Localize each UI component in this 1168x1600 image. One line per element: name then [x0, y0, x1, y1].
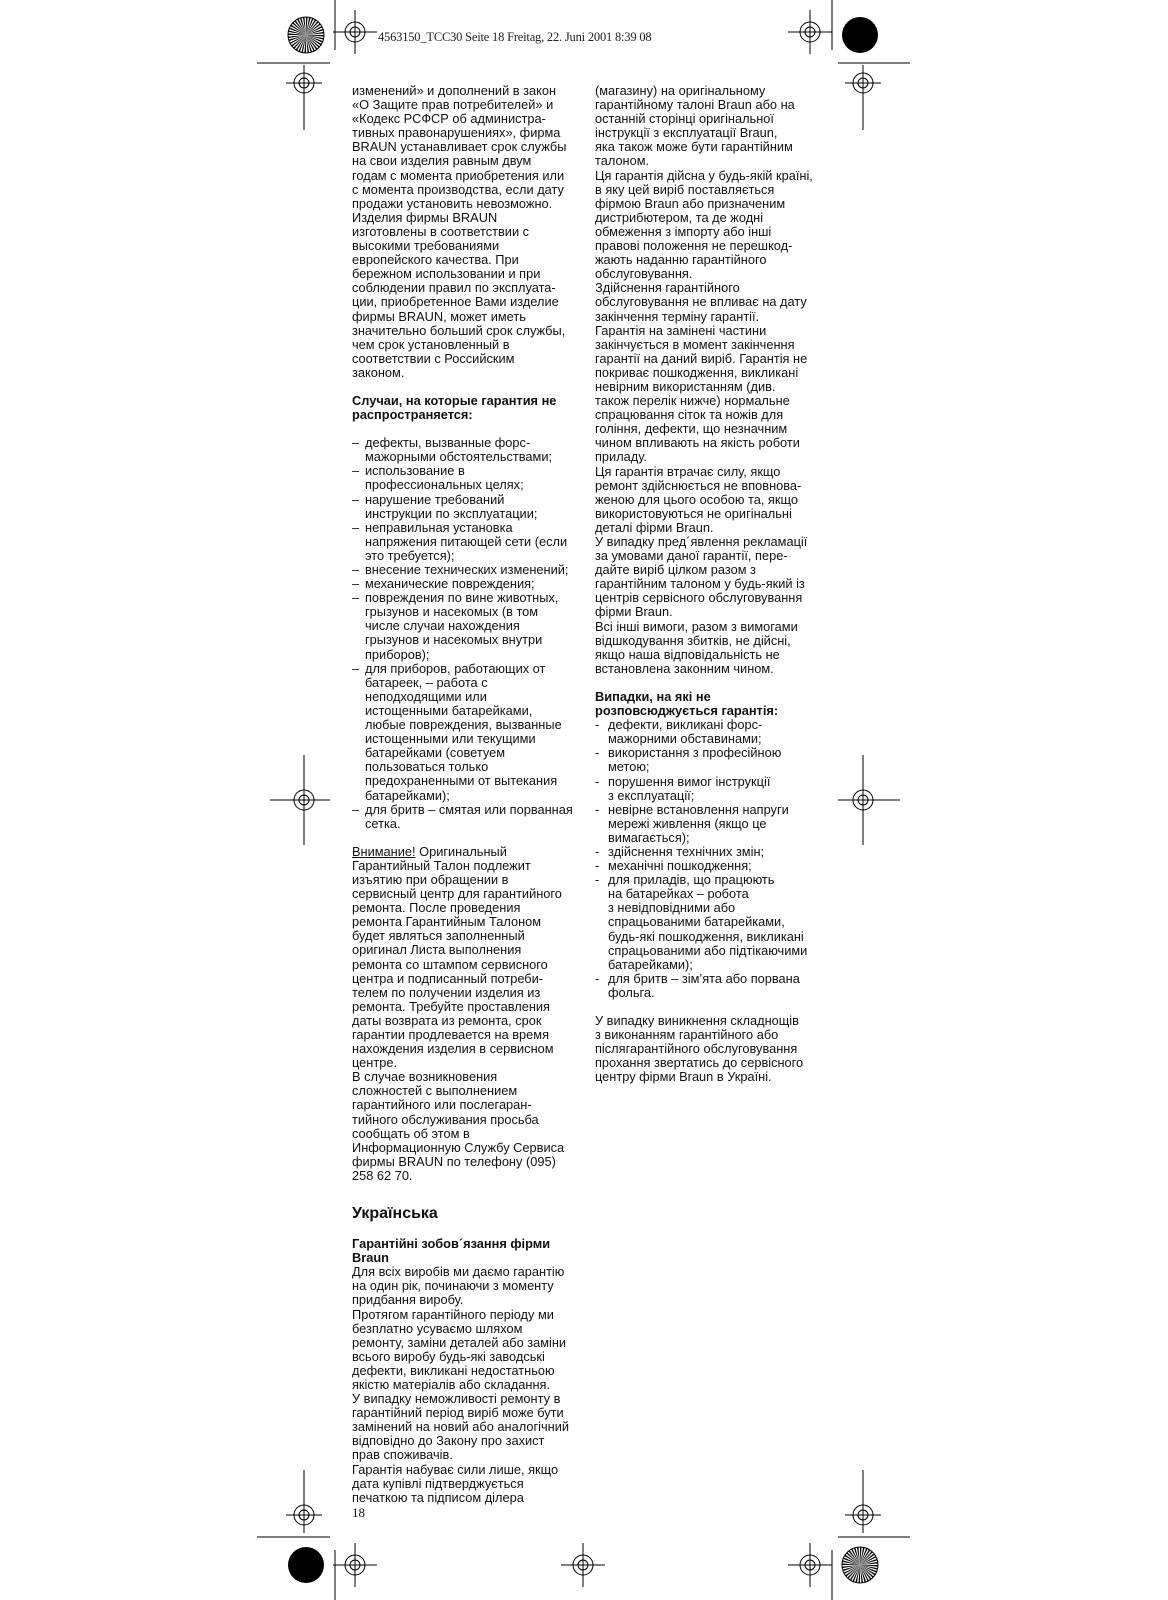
- text-line: Ця гарантія дійсна у будь-якій країні,: [595, 167, 813, 183]
- text-line: ремонта Гарантийным Талоном: [352, 914, 542, 930]
- text-line: Здійснення гарантійного: [595, 280, 740, 296]
- registration-crosshair: [561, 1543, 605, 1587]
- text-line: гарантійному талоні Braun або на: [595, 97, 795, 113]
- text-line: обмеження з імпорту або інші: [595, 223, 772, 239]
- warranty-intro-russian: [352, 84, 584, 380]
- list-item: - для приладів, що працюють на батарейках – робота з невідповідними або спрацьованими батарейками, будь-які пошкодження, викликані спрацьованими або підтікаючими батарейками);: [595, 872, 808, 972]
- list-item: – внесение технических изменений;: [352, 562, 569, 577]
- text-line: Информационную Службу Сервиса: [352, 1139, 565, 1155]
- text-line: інструкції з експлуатації Braun,: [595, 125, 778, 141]
- text-line: жають наданню гарантійного: [595, 252, 767, 268]
- text-line: всього виробу будь-які заводські: [352, 1348, 545, 1364]
- registration-crosshair: [788, 10, 832, 54]
- guarantee-heading: Гарантійні зобов´язання фірми Braun: [352, 1236, 551, 1266]
- text-line: Гарантийный Талон подлежит: [352, 857, 531, 873]
- list-item: - здійснення технічних змін;: [595, 843, 765, 859]
- list-item: - невірне встановлення напруги мережі живлення (якщо це вимагається);: [595, 801, 789, 845]
- text-line: (магазину) на оригінальному: [595, 83, 766, 98]
- text-line: прав споживачів.: [352, 1447, 453, 1463]
- registration-crosshair: [333, 1543, 377, 1587]
- registration-solid-circle: [842, 17, 878, 53]
- text-line: ремонту, заміни деталей або заміни: [352, 1334, 567, 1350]
- text-line: дата купівлі підтверджується: [352, 1475, 524, 1491]
- text-line: У випадку пред´явлення рекламації: [595, 534, 808, 549]
- text-line: ремонта. После проведения: [352, 900, 521, 916]
- text-line: изменений» и дополнений в закон: [352, 83, 557, 98]
- text-line: В случае возникновения: [352, 1069, 498, 1085]
- registration-crosshair: [333, 10, 377, 54]
- text-line: Внимание! Оригинальный: [352, 843, 507, 859]
- text-line: останній сторінці оригінальної: [595, 111, 774, 127]
- text-line: сложностей с выполнением: [352, 1083, 518, 1099]
- text-line: післягарантійного обслуговування: [595, 1041, 798, 1057]
- text-line: фірмою Braun або призначеним: [595, 195, 786, 211]
- text-line: фирмы BRAUN по телефону (095): [352, 1153, 556, 1169]
- text-line: женою для цього особою та, якщо: [595, 491, 798, 507]
- text-line: обслуговування не впливає на дату: [595, 294, 807, 310]
- text-line: на один рік, починаючи з моменту: [352, 1278, 554, 1294]
- text-line: продажи установить невозможно.: [352, 195, 553, 211]
- list-item: – нарушение требований инструкции по эксплуатации;: [352, 491, 538, 521]
- right-column: [595, 84, 827, 1084]
- text-line: обслуговування.: [595, 266, 693, 282]
- text-line: BRAUN устанавливает срок службы: [352, 139, 567, 155]
- text-line: тийного обслуживания просьба: [352, 1111, 539, 1127]
- text-line: телем по получении изделия из: [352, 984, 541, 1000]
- guarantee-text-continued: [595, 84, 827, 676]
- text-line: 258 62 70.: [352, 1167, 413, 1183]
- text-line: значительно больший срок службы,: [352, 322, 566, 338]
- text-line: законом.: [352, 364, 405, 380]
- list-item: – для бритв – смятая или порванная сетка.: [352, 801, 573, 831]
- list-item: - для бритв – зім’ята або порвана фольга.: [595, 970, 800, 1000]
- page-number: 18: [352, 1505, 365, 1520]
- registration-solid-circle: [288, 1547, 324, 1583]
- text-line: відшкодування збитків, не дійсні,: [595, 632, 791, 648]
- closing-note: [595, 1014, 827, 1084]
- registration-crosshair: [788, 1543, 832, 1587]
- text-line: гоління, дефекти, що незначним: [595, 421, 788, 437]
- text-line: У випадку виникнення складнощів: [595, 1013, 799, 1028]
- registration-crosshair: [845, 782, 881, 818]
- text-line: будет являться заполненный: [352, 928, 525, 944]
- text-line: дайте виріб цілком разом з: [595, 562, 756, 578]
- text-line: Протягом гарантійного періоду ми: [352, 1306, 554, 1322]
- exclusions-heading-russian: Случаи, на которые гарантия не распространяется:: [352, 392, 557, 423]
- text-line: Ця гарантія втрачає силу, якщо: [595, 463, 781, 479]
- list-item: - порушення вимог інструкції з експлуатації;: [595, 773, 771, 803]
- text-line: гарантии продлевается на время: [352, 1027, 550, 1042]
- list-item: – повреждения по вине животных, грызунов и насекомых (в том числе случаи нахождения грызунов и насекомых внутри приборов);: [352, 590, 559, 662]
- text-line: У випадку неможливості ремонту в: [352, 1391, 561, 1407]
- text-line: якщо наша відповідальність не: [595, 646, 780, 662]
- text-line: використовуються не оригінальні: [595, 505, 792, 521]
- list-item: – механические повреждения;: [352, 576, 535, 592]
- text-line: гарантійний період виріб може бути: [352, 1405, 564, 1421]
- text-line: европейского качества. При: [352, 252, 519, 268]
- text-line: в яку цей виріб поставляється: [595, 181, 775, 197]
- text-line: центру фірми Braun в Україні.: [595, 1069, 772, 1085]
- text-line: чином впливають на якість роботи: [595, 435, 800, 451]
- registration-starburst: [842, 1547, 878, 1583]
- text-line: встановлена законним чином.: [595, 660, 774, 676]
- text-line: гарантійним талоном у будь-який із: [595, 576, 805, 592]
- text-line: прохання звертатись до сервісного: [595, 1055, 804, 1071]
- text-line: фирмы BRAUN, может иметь: [352, 308, 526, 324]
- text-line: дистрибютером, та де жодні: [595, 209, 764, 225]
- text-line: спрацювання сіток та ножів для: [595, 407, 784, 423]
- text-line: чем срок установленный в: [352, 336, 510, 352]
- text-line: сообщать об этом в: [352, 1125, 470, 1141]
- text-line: бережном использовании и при: [352, 266, 541, 282]
- text-line: невірним використанням (див.: [595, 378, 776, 394]
- text-line: соответствии с Российским: [352, 350, 515, 366]
- text-line: годам с момента приобретения или: [352, 167, 565, 183]
- text-line: Гарантія набуває сили лише, якщо: [352, 1461, 559, 1477]
- text-line: за умовами даної гарантії, пере-: [595, 548, 788, 564]
- text-line: высокими требованиями: [352, 238, 500, 254]
- text-line: центре.: [352, 1055, 398, 1071]
- text-line: изготовлены в соответствии с: [352, 223, 530, 239]
- registration-starburst: [288, 17, 324, 53]
- registration-crosshair: [286, 65, 322, 101]
- text-line: соблюдении правил по эксплуата-: [352, 280, 556, 296]
- text-line: центра и подписанный потреби-: [352, 970, 544, 986]
- text-line: Для всіх виробів ми даємо гарантію: [352, 1264, 565, 1280]
- text-line: Всі інші вимоги, разом з вимогами: [595, 618, 798, 634]
- text-line: деталі фірми Braun.: [595, 519, 714, 535]
- attention-label: Внимание!: [352, 843, 416, 859]
- text-line: оригинал Листа выполнения: [352, 942, 522, 958]
- list-item: - дефекти, викликані форс- мажорними обставинами;: [595, 717, 763, 747]
- registration-crosshair: [845, 1497, 881, 1533]
- text-line: ремонт здійснюється не вповнова-: [595, 477, 802, 493]
- text-line: яка також може бути гарантійним: [595, 139, 793, 155]
- text-line: даты возврата из ремонта, срок: [352, 1012, 542, 1028]
- attention-note: [352, 845, 584, 1183]
- text-line: покриває пошкодження, викликані: [595, 364, 799, 380]
- text-line: «Кодекс РСФСР об администра-: [352, 111, 546, 127]
- text-line: фірми Braun.: [595, 604, 673, 620]
- registration-crosshair: [286, 1497, 322, 1533]
- text-line: ции, приобретенное Вами изделие: [352, 294, 559, 310]
- text-line: закінчується в момент закінчення: [595, 336, 795, 352]
- text-line: с момента производства, если дату: [352, 181, 564, 197]
- text-line: сервисный центр для гарантийного: [352, 886, 562, 902]
- text-line: «О Защите прав потребителей» и: [352, 97, 554, 113]
- left-column: [352, 84, 584, 1505]
- text-line: тивных правонарушениях», фирма: [352, 125, 561, 141]
- text-line: талоном.: [595, 153, 650, 169]
- text-line: дефекти, викликані недостатньою: [352, 1362, 555, 1378]
- text-line: нахождения изделия в сервисном: [352, 1041, 554, 1057]
- text-line: з виконанням гарантійного або: [595, 1027, 779, 1043]
- exclusions-list-russian: [352, 436, 584, 831]
- text-line: придбання виробу.: [352, 1292, 464, 1308]
- list-item: – неправильная установка напряжения питающей сети (если это требуется);: [352, 519, 568, 563]
- text-line: замінений на новий або аналогічний: [352, 1419, 569, 1435]
- text-line: приладу.: [595, 449, 647, 465]
- list-item: – использование в профессиональных целях;: [352, 463, 524, 493]
- text-line: Изделия фирмы BRAUN: [352, 209, 498, 225]
- text-line: відповідно до Закону про захист: [352, 1433, 545, 1449]
- list-item: - механічні пошкодження;: [595, 858, 752, 874]
- list-item: – для приборов, работающих от батареек, – работа с неподходящими или истощенными батарейками, любые повреждения, вызванные истощенными или текущими батарейками (советуем пользоваться только предохраненными от вытекания батарейками);: [352, 660, 562, 803]
- text-line: Гарантія на замінені частини: [595, 322, 767, 338]
- print-slug-header: 4563150_TCC30 Seite 18 Freitag, 22. Juni 2001 8:39 08: [378, 30, 652, 44]
- registration-crosshair: [845, 65, 881, 101]
- text-line: правові положення не перешкод-: [595, 238, 793, 254]
- section-heading-ukrainian: Українська: [352, 1205, 438, 1223]
- text-line: якістю матеріалів або складання.: [352, 1376, 551, 1392]
- text-line: центрів сервісного обслуговування: [595, 590, 803, 606]
- text-line: ремонта со штампом сервисного: [352, 956, 548, 972]
- text-line: також перелік нижче) нормальне: [595, 393, 790, 409]
- text-line: ремонта. Требуйте проставления: [352, 998, 550, 1014]
- exclusions-heading-ukrainian: Випадки, на які не розповсюджується гарантія:: [595, 688, 779, 719]
- list-item: - використання з професійною метою;: [595, 745, 782, 775]
- text-line: безплатно усуваємо шляхом: [352, 1320, 523, 1336]
- text-line: гарантийного или послегаран-: [352, 1097, 532, 1113]
- text-line: на свои изделия равным двум: [352, 153, 532, 169]
- text-line: изъятию при обращении в: [352, 871, 509, 887]
- text-line: гарантії на даний виріб. Гарантія не: [595, 350, 808, 366]
- text-line: печаткою та підписом ділера: [352, 1489, 524, 1505]
- text-line: закінчення терміну гарантії.: [595, 308, 760, 324]
- guarantee-text: [352, 1265, 584, 1505]
- registration-crosshair: [286, 782, 322, 818]
- list-item: – дефекты, вызванные форс- мажорными обстоятельствами;: [352, 435, 553, 465]
- exclusions-list-ukrainian: [595, 718, 827, 1000]
